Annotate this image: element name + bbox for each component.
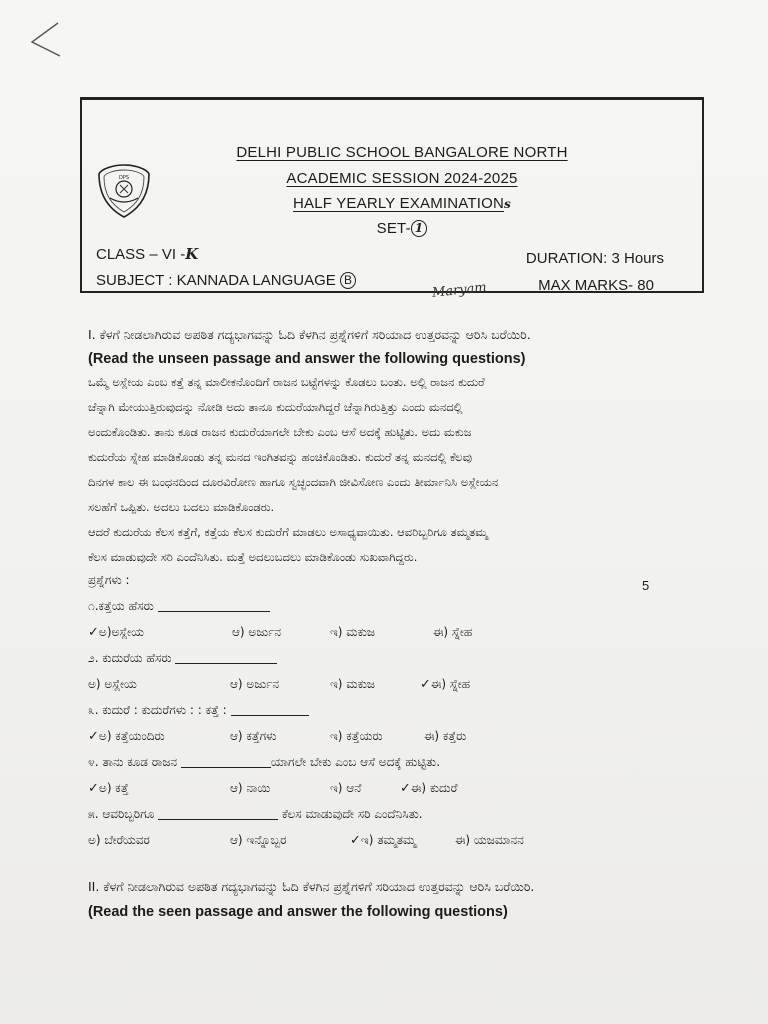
question-4: ೪. ತಾನು ಕೂಡ ರಾಜನ ಯಾಗಲೇ ಬೇಕು ಎಂಬ ಆಸೆ ಅದಕ್ಕೆ ಹುಟ್ಟಿತು.	[88, 755, 441, 769]
section1-marks: 5	[642, 578, 650, 593]
subject-field: SUBJECT : KANNADA LANGUAGE B	[96, 272, 356, 289]
question-2: ೨. ಕುದುರೆಯ ಹೆಸರು	[88, 646, 277, 671]
q4-option-a: ✓ಅ) ಕತ್ತೆ	[88, 781, 129, 796]
q2-option-d: ✓ಈ) ಸ್ನೇಹ	[420, 677, 471, 692]
passage-line: ಅಂದುಕೊಂಡಿತು. ತಾನು ಕೂಡ ರಾಜನ ಕುದುರೆಯಾಗಲೇ ಬೇಕು ಎಂಬ ಆಸೆ ಅದಕ್ಕೆ ಹುಟ್ಟಿತು. ಅದು ಮಕುಜ	[88, 425, 472, 439]
passage-line: ಕೆಲಸ ಮಾಡುವುದೇ ಸರಿ ಎಂದೆನಿಸಿತು. ಮತ್ತೆ ಅದಲುಬದಲು ಮಾಡಿಕೊಂಡು ಸುಖವಾಗಿದ್ದರು.	[88, 550, 418, 564]
max-marks-field: MAX MARKS- 80	[538, 277, 654, 294]
q2-option-a: ಅ) ಅಸ್ಲೇಯ	[88, 677, 137, 691]
section1-title-english: (Read the unseen passage and answer the following questions)	[88, 351, 526, 367]
set-number: SET- 1	[92, 220, 712, 237]
svg-text:DPS: DPS	[118, 175, 130, 181]
question-3: ೩. ಕುದುರೆ : ಕುದುರೆಗಳು : : ಕತ್ತೆ :	[88, 698, 309, 723]
section2-title-kannada: II. ಕೆಳಗೆ ನೀಡಲಾಗಿರುವ ಅಪಠಿತ ಗದ್ಯಭಾಗವನ್ನು ಓದಿ ಕೆಳಗಿನ ಪ್ರಶ್ನೆಗಳಿಗೆ ಸರಿಯಾದ ಉತ್ತರವನ್ನು ಆರಿಸಿ ಬರೆಯಿರಿ.	[88, 879, 535, 894]
q3-option-c: ಇ) ಕತ್ತೆಯರು	[330, 729, 383, 743]
passage-line: ಸಲಹೆಗೆ ಒಪ್ಪಿತು. ಅದಲು ಬದಲು ಮಾಡಿಕೊಂಡರು.	[88, 500, 275, 514]
class-field: CLASS – VI -K	[96, 245, 199, 263]
q1-option-c: ಇ) ಮಕುಜ	[330, 625, 375, 639]
question-5: ೫. ಆವರಿಬ್ಬರಿಗೂ ಕೆಲಸ ಮಾಡುವುದೇ ಸರಿ ಎಂದೆನಿಸಿತು.	[88, 807, 423, 821]
section2-title-english: (Read the seen passage and answer the following questions)	[88, 904, 508, 920]
passage-line: ಒಮ್ಮೆ ಅಸ್ಲೇಯ ಎಂಬ ಕತ್ತೆ ತನ್ನ ಮಾಲೀಕನೊಂದಿಗೆ ರಾಜನ ಬಟ್ಟೆಗಳನ್ನು ಕೊಡಲು ಬಂತು. ಅಲ್ಲಿ ರಾಜನ ಕುದುರೆ	[88, 375, 485, 389]
passage-line: ಆದರೆ ಕುದುರೆಯ ಕೆಲಸ ಕತ್ತೆಗೆ, ಕತ್ತೆಯ ಕೆಲಸ ಕುದುರೆಗೆ ಮಾಡಲು ಅಸಾಧ್ಯವಾಯಿತು. ಆವರಿಬ್ಬರಿಗೂ ತಮ್ಮತಮ್ಮ	[88, 525, 488, 539]
academic-session: ACADEMIC SESSION 2024-2025	[286, 170, 518, 187]
q2-option-b: ಆ) ಅರ್ಜುನ	[230, 677, 280, 691]
q5-option-a: ಅ) ಬೇರೆಯವರ	[88, 833, 150, 847]
section1-title-kannada: I. ಕೆಳಗೆ ನೀಡಲಾಗಿರುವ ಅಪಠಿತ ಗದ್ಯಭಾಗವನ್ನು ಓದಿ ಕೆಳಗಿನ ಪ್ರಶ್ನೆಗಳಿಗೆ ಸರಿಯಾದ ಉತ್ತರವನ್ನು ಆರಿಸಿ ಬರೆಯಿರಿ.	[88, 327, 531, 342]
q3-option-b: ಆ) ಕತ್ತೆಗಳು	[230, 729, 277, 743]
exam-header-box	[80, 97, 704, 293]
q1-option-b: ಆ) ಅರ್ಜುನ	[232, 625, 282, 639]
passage-line: ದಿನಗಳ ಕಾಲ ಈ ಬಂಧನದಿಂದ ದೂರವಿರೋಣ ಹಾಗೂ ಸ್ವಚ್ಛಂದವಾಗಿ ಜೀವಿಸೋಣ ಎಂದು ತೀರ್ಮಾನಿಸಿ ಅಸ್ಲೇಯನ	[88, 475, 499, 489]
question-1: ೧.ಕತ್ತೆಯ ಹೆಸರು	[88, 594, 270, 619]
duration-field: DURATION: 3 Hours	[525, 250, 664, 267]
questions-label: ಪ್ರಶ್ನೆಗಳು :	[88, 573, 130, 587]
q5-option-d: ಈ) ಯಜಮಾನನ	[455, 833, 524, 847]
q4-option-b: ಆ) ನಾಯಿ	[230, 781, 271, 795]
q1-option-d: ಈ) ಸ್ನೇಹ	[433, 625, 473, 639]
q1-option-a: ✓ಅ)ಅಸ್ಲೇಯ	[88, 625, 144, 640]
exam-title: HALF YEARLY EXAMINATIONs	[292, 195, 512, 212]
passage-line: ಕುದುರೆಯ ಸ್ನೇಹ ಮಾಡಿಕೊಂಡು ತನ್ನ ಮನದ ಇಂಗಿತವನ್ನು ಹಂಚಿಕೊಂಡಿತು. ಕುದುರೆ ತನ್ನ ಮನದಲ್ಲಿ ಕೆಲವು	[88, 450, 472, 464]
q5-option-b: ಆ) ಇನ್ನೊಬ್ಬರ	[230, 833, 287, 847]
school-name: DELHI PUBLIC SCHOOL BANGALORE NORTH	[236, 144, 568, 161]
q4-option-c: ಇ) ಆನೆ	[330, 781, 362, 795]
q4-option-d: ✓ಈ) ಕುದುರೆ	[400, 781, 458, 796]
student-signature: Maryam	[431, 280, 488, 301]
passage-line: ಚೆನ್ನಾಗಿ ಮೇಯುತ್ತಿರುವುದನ್ನು ನೋಡಿ ಅದು ತಾನೂ ಕುದುರೆಯಾಗಿದ್ದರೆ ಚೆನ್ನಾಗಿರುತ್ತಿತ್ತು ಎಂದು ಮನದಲ್ಲಿ	[88, 400, 463, 414]
q2-option-c: ಇ) ಮಕುಜ	[330, 677, 375, 691]
q5-option-c: ✓ಇ) ತಮ್ಮತಮ್ಮ	[350, 833, 417, 848]
q3-option-d: ಈ) ಕತ್ತೆರು	[424, 729, 467, 743]
pen-mark-icon	[26, 20, 66, 60]
q3-option-a: ✓ಅ) ಕತ್ತೆಯಂದಿರು	[88, 729, 165, 744]
